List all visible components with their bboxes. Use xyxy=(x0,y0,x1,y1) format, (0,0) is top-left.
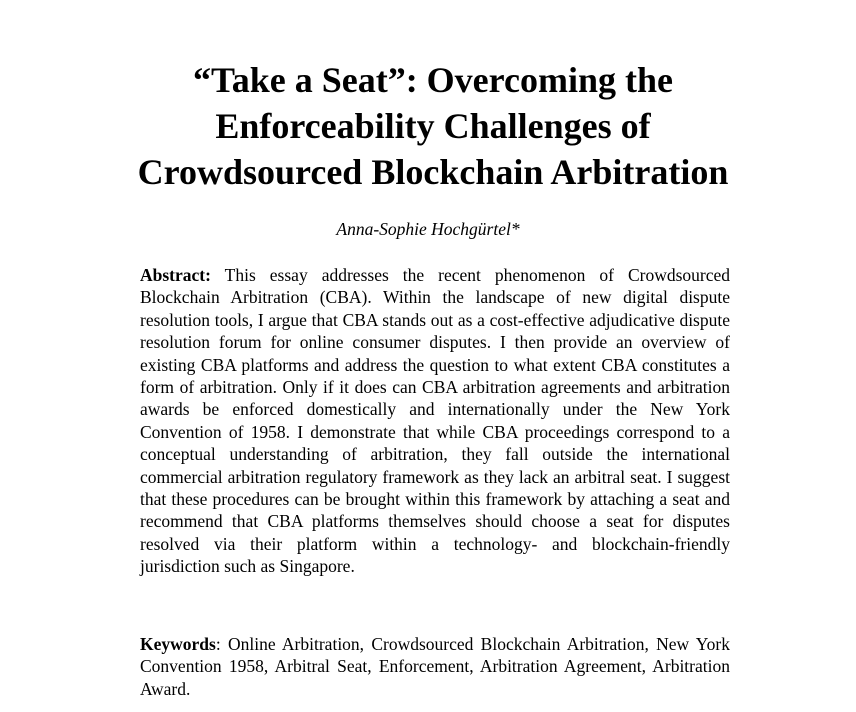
paper-title xyxy=(60,57,806,195)
keywords-paragraph xyxy=(140,633,730,700)
title-line-2: Enforceability Challenges of xyxy=(215,106,651,146)
abstract-paragraph xyxy=(140,264,730,578)
title-line-3: Crowdsourced Blockchain Arbitration xyxy=(137,152,729,192)
abstract-label: Abstract: xyxy=(140,265,211,285)
author-name: Anna-Sophie Hochgürtel* xyxy=(336,219,520,239)
keywords-text: : Online Arbitration, Crowdsourced Blockchain Arbitration, New York Convention 1958, Arbitral Seat, Enforcement, Arbitration Agreement, Arbitration Award. xyxy=(140,634,730,699)
keywords-label: Keywords xyxy=(140,634,216,654)
title-line-1: “Take a Seat”: Overcoming the xyxy=(193,60,673,100)
abstract-text: This essay addresses the recent phenomenon of Crowdsourced Blockchain Arbitration (CBA). Within the landscape of new digital dispute resolution tools, I argue that CBA stands out as a cost-effective adjudicative dispute resolution forum for online consumer disputes. I then provide an overview of existing CBA platforms and address the question to what extent CBA constitutes a form of arbitration. Only if it does can CBA arbitration agreements and arbitration awards be enforced domestically and internationally under the New York Convention of 1958. I demonstrate that while CBA proceedings correspond to a conceptual understanding of arbitration, they fall outside the international commercial arbitration regulatory framework as they lack an arbitral seat. I suggest that these procedures can be brought within this framework by attaching a seat and recommend that CBA platforms themselves should choose a seat for disputes resolved via their platform within a technology- and blockchain-friendly jurisdiction such as Singapore. xyxy=(140,265,730,577)
